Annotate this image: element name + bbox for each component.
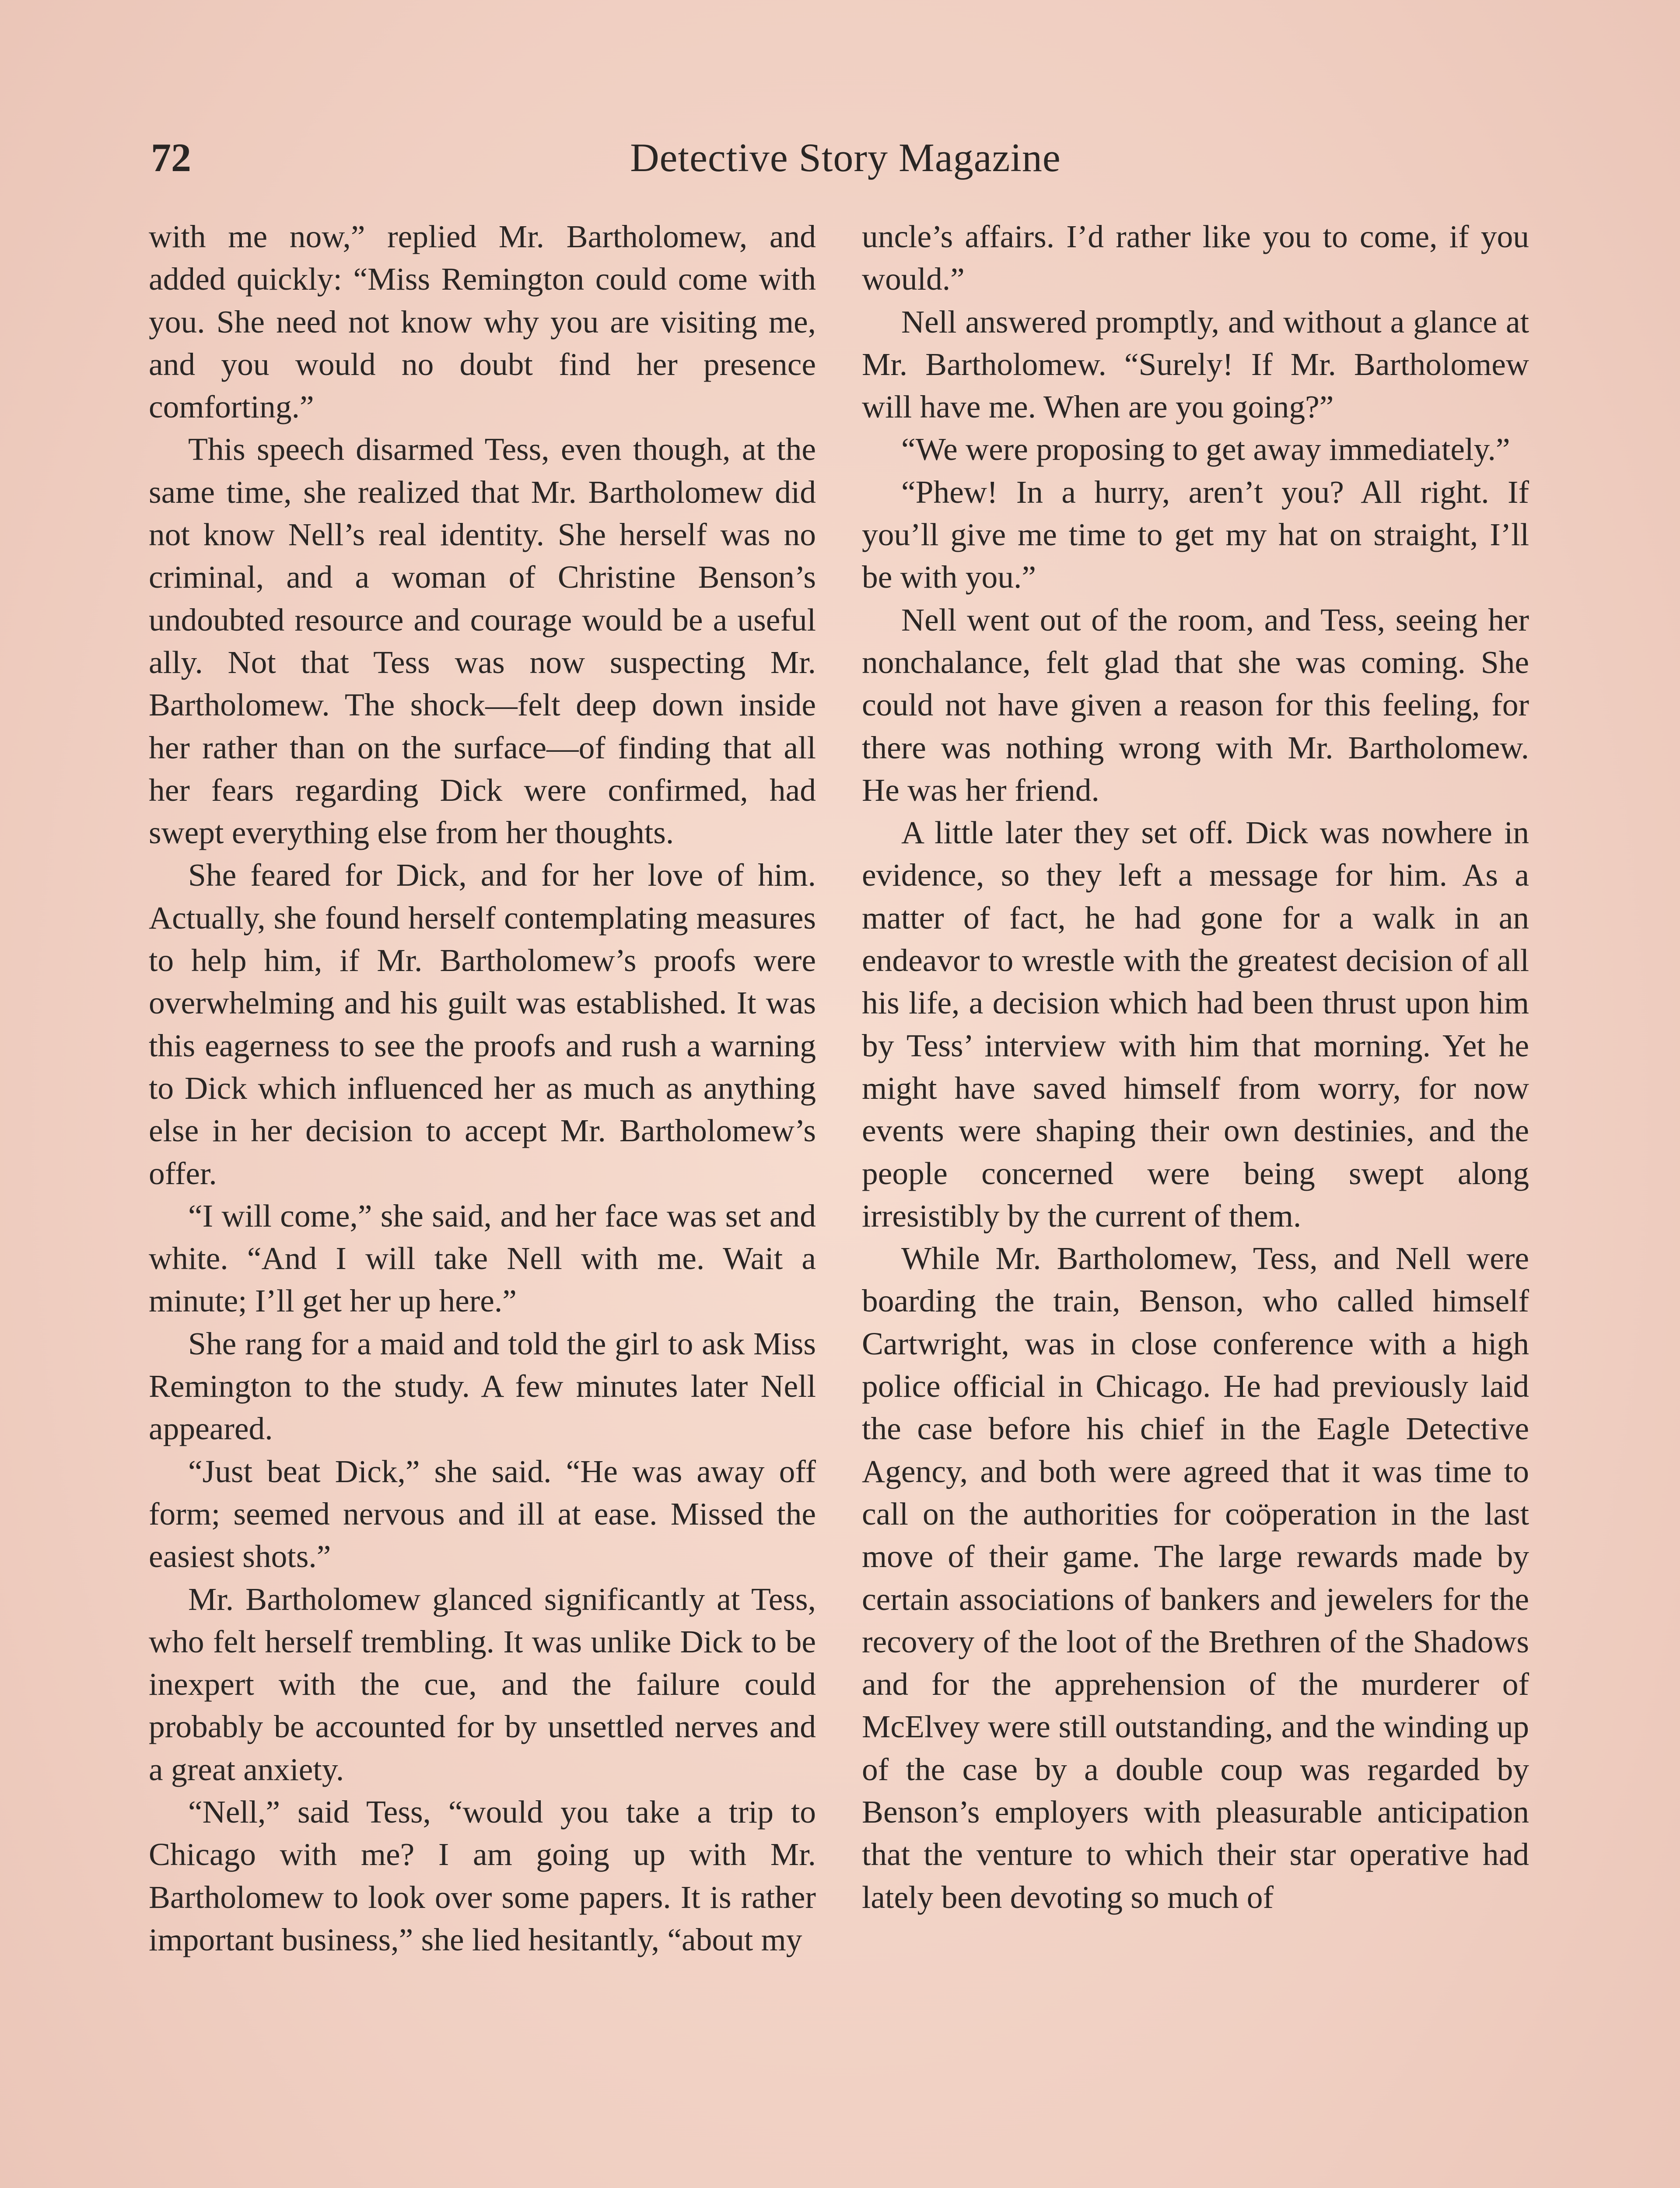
paragraph: She feared for Dick, and for her love of him. Actually, she found herself contemplating measures to help him, if Mr. Bartholomew’s proofs were overwhelming and his guilt was established. It was this eagerness to see the proofs and rush a warning to Dick which influenced her as much as anything else in her decision to accept Mr. Bartholomew’s offer. <box>149 857 816 1191</box>
paragraph: While Mr. Bartholomew, Tess, and Nell were boarding the train, Benson, who called himself Cartwright, was in close conference with a high police official in Chicago. He had previously laid the case before his chief in the Eagle Detective Agency, and both were agreed that it was time to call on the authorities for coöperation in the last move of their game. The large rewards made by certain associations of bankers and jewelers for the recovery of the loot of the Brethren of the Shadows and for the apprehension of the murderer of McElvey were still outstanding, and the winding up of the case by a double coup was regarded by Benson’s employers with pleasurable anticipation that the venture to which their star operative had lately been devoting so much of <box>862 1241 1529 1915</box>
paragraph: with me now,” replied Mr. Bartholomew, and added quickly: “Miss Remington could come with you. She need not know why you are visiting me, and you would no doubt find her presence comforting.” <box>149 219 816 425</box>
paragraph: This speech disarmed Tess, even though, at the same time, she realized that Mr. Bartholomew did not know Nell’s real identity. She herself was no criminal, and a woman of Christine Benson’s undoubted resource and courage would be a useful ally. Not that Tess was now suspecting Mr. Bartholomew. The shock—felt deep down inside her rather than on the surface—of finding that all her fears regarding Dick were confirmed, had swept everything else from her thoughts. <box>149 431 816 851</box>
paragraph: A little later they set off. Dick was nowhere in evidence, so they left a message for him. As a matter of fact, he had gone for a walk in an endeavor to wrestle with the greatest decision of all his life, a decision which had been thrust upon him by Tess’ interview with him that morning. Yet he might have saved himself from worry, for now events were shaping their own destinies, and the people concerned were being swept along irresistibly by the current of them. <box>862 815 1529 1234</box>
page-number: 72 <box>151 135 191 180</box>
page-header <box>151 131 1540 188</box>
paragraph: “I will come,” she said, and her face was set and white. “And I will take Nell with me. Wait a minute; I’ll get her up here.” <box>149 1198 816 1319</box>
paragraph: Nell went out of the room, and Tess, seeing her nonchalance, felt glad that she was coming. She could not have given a reason for this feeling, for there was nothing wrong with Mr. Bartholomew. He was her friend. <box>862 602 1529 808</box>
paragraph: “Just beat Dick,” she said. “He was away off form; seemed nervous and ill at ease. Missed the easiest shots.” <box>149 1453 816 1574</box>
paragraph: She rang for a maid and told the girl to ask Miss Remington to the study. A few minutes later Nell appeared. <box>149 1325 816 1447</box>
paragraph: uncle’s affairs. I’d rather like you to come, if you would.” <box>862 219 1529 297</box>
paragraph: “Phew! In a hurry, aren’t you? All right. If you’ll give me time to get my hat on straight, I’ll be with you.” <box>862 474 1529 595</box>
paragraph: Nell answered promptly, and without a glance at Mr. Bartholomew. “Surely! If Mr. Bartholomew will have me. When are you going?” <box>862 304 1529 425</box>
paragraph: “Nell,” said Tess, “would you take a trip to Chicago with me? I am going up with Mr. Bartholomew to look over some papers. It is rather important business,” she lied hesitantly, “about my <box>149 1794 816 1957</box>
right-column <box>862 215 1529 1918</box>
paragraph: Mr. Bartholomew glanced significantly at Tess, who felt herself trembling. It was unlike Dick to be inexpert with the cue, and the failure could probably be accounted for by unsettled nerves and a great anxiety. <box>149 1581 816 1787</box>
left-column <box>149 215 816 1961</box>
paragraph: “We were proposing to get away immediately.” <box>901 431 1510 467</box>
running-title: Detective Story Magazine <box>630 135 1061 180</box>
